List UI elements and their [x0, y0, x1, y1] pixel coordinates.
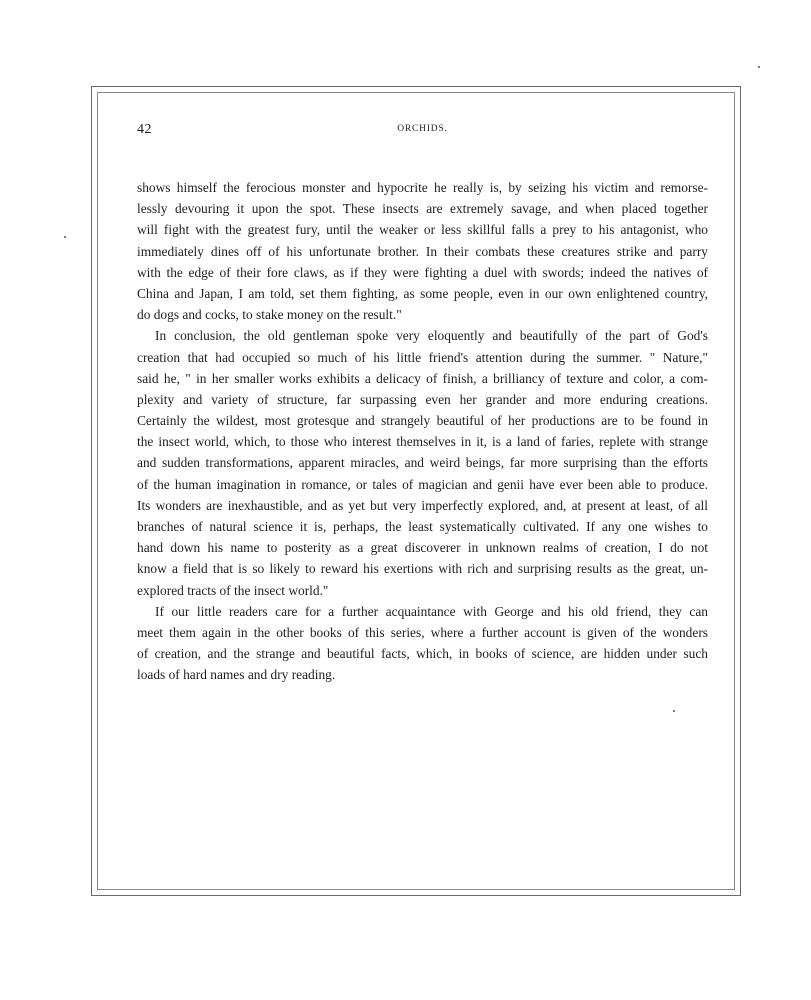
text-line: China and Japan, I am told, set them fighting, as some people, even in our own enlightened country, — [137, 285, 708, 301]
text-line: meet them again in the other books of this series, where a further account is given of the wonders — [137, 624, 708, 640]
paper-speck — [758, 66, 760, 68]
paper-speck — [64, 236, 66, 238]
running-title: ORCHIDS. — [397, 124, 448, 134]
text-line: If our little readers care for a further acquaintance with George and his old friend, they can — [155, 603, 708, 619]
text-line: creation that had occupied so much of his little friend's attention during the summer. " Nature," — [137, 349, 708, 365]
text-line: lessly devouring it upon the spot. These insects are extremely savage, and when placed together — [137, 201, 708, 217]
text-line: immediately dines off of his unfortunate brother. In their combats these creatures strike and parry — [137, 243, 708, 259]
text-line: branches of natural science it is, perhaps, the least systematically cultivated. If any one wishes to — [137, 519, 708, 534]
text-line: Its wonders are inexhaustible, and as yet but very imperfectly explored, and, at present at least, of all — [137, 497, 708, 513]
text-line: Certainly the wildest, most grotesque and strangely beautiful of her productions are to be found in — [137, 413, 708, 429]
running-head — [137, 120, 708, 142]
text-line: with the edge of their fore claws, as if they were fighting a duel with swords; indeed the natives of — [137, 264, 708, 280]
text-line: of creation, and the strange and beautiful facts, which, in books of science, are hidden under such — [137, 646, 708, 662]
page-number: 42 — [137, 122, 152, 137]
body-text — [137, 177, 708, 686]
text-line: said he, " in her smaller works exhibits a delicacy of finish, a brilliancy of texture and color, a com- — [137, 370, 708, 386]
text-line: hand down his name to posterity as a great discoverer in unknown realms of creation, I do not — [137, 540, 708, 556]
text-line: will fight with the greatest fury, until the weaker or less skillful falls a prey to his antagonist, who — [137, 222, 708, 238]
text-line: know a field that is so likely to reward his exertions with rich and surprising results as the great, un- — [137, 561, 708, 577]
paper-speck — [673, 710, 675, 712]
text-line: explored tracts of the insect world." — [137, 582, 329, 598]
text-line: In conclusion, the old gentleman spoke very eloquently and beautifully of the part of God's — [155, 328, 708, 344]
text-line: do dogs and cocks, to stake money on the result." — [137, 307, 402, 323]
text-line: loads of hard names and dry reading. — [137, 667, 336, 683]
text-line: and sudden transformations, apparent miracles, and weird beings, far more surprising than the efforts — [137, 455, 708, 471]
text-line: of the human imagination in romance, or tales of magician and genii have ever been able to produce. — [137, 476, 708, 492]
text-line: plexity and variety of structure, far surpassing even her grander and more enduring creations. — [137, 391, 708, 407]
text-line: shows himself the ferocious monster and hypocrite he really is, by seizing his victim and remorse- — [137, 180, 708, 195]
text-line: the insect world, which, to those who interest themselves in it, is a land of faries, replete with strange — [137, 434, 708, 450]
